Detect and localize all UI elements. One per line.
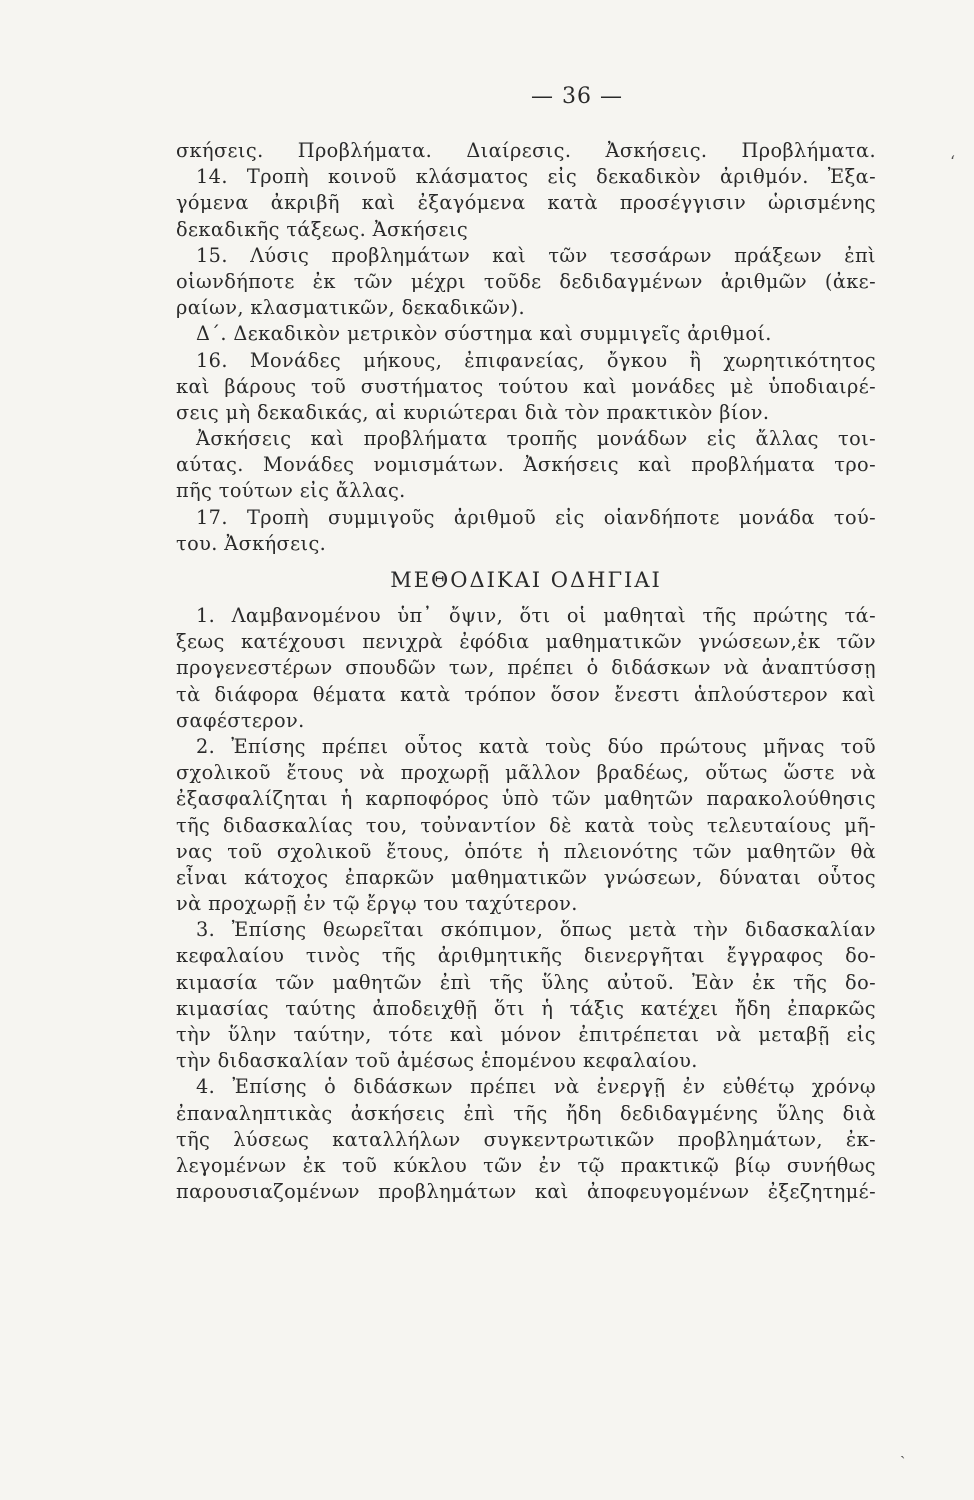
text-line: σχολικοῦ ἔτους νὰ προχωρῇ μᾶλλον βραδέως, οὕτως ὥστε νὰ (176, 761, 876, 785)
text-line: σκήσεις. Προβλήματα. Διαίρεσις. Ἀσκήσεις. Προβλήματα. (176, 139, 876, 162)
text-line: κιμασίας ταύτης ἀποδειχθῇ ὅτι ἡ τάξις κατέχει ἤδη ἐπαρκῶς (176, 996, 876, 1020)
text-line: ἐξασφαλίζηται ἡ καρποφόρος ὑπὸ τῶν μαθητῶν παρακολούθησις (176, 787, 876, 811)
text-line: νας τοῦ σχολικοῦ ἔτους, ὁπότε ἡ πλειονότης τῶν μαθητῶν θὰ (176, 839, 876, 863)
text-line: του. Ἀσκήσεις. (176, 531, 327, 555)
text-line: τὴν διδασκαλίαν τοῦ ἀμέσως ἑπομένου κεφαλαίου. (176, 1049, 698, 1073)
text-line: τὴν ὕλην ταύτην, τότε καὶ μόνον ἐπιτρέπεται νὰ μεταβῇ εἰς (176, 1023, 876, 1046)
text-line: 16. Μονάδες μήκους, ἐπιφανείας, ὄγκου ἢ χωρητικότητος (196, 348, 876, 372)
text-line: προγενεστέρων σπουδῶν των, πρέπει ὁ διδάσκων νὰ ἀναπτύσσῃ (176, 656, 876, 680)
text-line: τὰ διάφορα θέματα κατὰ τρόπον ὅσον ἔνεστι ἁπλούστερον καὶ (176, 682, 876, 706)
text-line: εἶναι κάτοχος ἐπαρκῶν μαθηματικῶν γνώσεων, δύναται οὗτος (176, 865, 876, 889)
text-line: ραίων, κλασματικῶν, δεκαδικῶν). (176, 296, 525, 320)
text-line: αύτας. Μονάδες νομισμάτων. Ἀσκήσεις καὶ προβλήματα τρο- (176, 453, 876, 477)
text-line: λεγομένων ἐκ τοῦ κύκλου τῶν ἐν τῷ πρακτικῷ βίῳ συνήθως (176, 1153, 876, 1177)
text-line: ἐπαναληπτικὰς ἀσκήσεις ἐπὶ τῆς ἤδη δεδιδαγμένης ὕλης διὰ (176, 1101, 876, 1125)
margin-mark: ˎ (900, 1440, 906, 1459)
text-line: σαφέστερον. (176, 708, 305, 732)
text-line: 14. Τροπὴ κοινοῦ κλάσματος εἰς δεκαδικὸν ἀριθμόν. Ἐξα- (196, 165, 876, 189)
text-line: νὰ προχωρῇ ἐν τῷ ἔργῳ του ταχύτερον. (176, 892, 578, 916)
page-number: — 36 — (531, 84, 623, 109)
syllabus-items (176, 138, 876, 557)
text-line: οἱωνδήποτε ἐκ τῶν μέχρι τοῦδε δεδιδαγμένων ἀριθμῶν (ἀκε- (176, 269, 876, 293)
method-guidelines (176, 603, 876, 1205)
text-line: 15. Λύσις προβλημάτων καὶ τῶν τεσσάρων πράξεων ἐπὶ (196, 243, 876, 267)
syllabus-text (176, 138, 876, 1205)
text-line: 17. Τροπὴ συμμιγοῦς ἀριθμοῦ εἰς οἱανδήποτε μονάδα τού- (196, 505, 876, 529)
text-line: Ἀσκήσεις καὶ προβλήματα τροπῆς μονάδων εἰς ἄλλας τοι- (196, 427, 876, 451)
text-line: Δ΄. Δεκαδικὸν μετρικὸν σύστημα καὶ συμμιγεῖς ἀριθμοί. (196, 322, 772, 346)
text-line: ξεως κατέχουσι πενιχρὰ ἐφόδια μαθηματικῶν γνώσεων,ἐκ τῶν (176, 630, 876, 654)
text-line: καὶ βάρους τοῦ συστήματος τούτου καὶ μονάδες μὲ ὑποδιαιρέ- (176, 374, 876, 398)
text-line: κιμασία τῶν μαθητῶν ἐπὶ τῆς ὕλης αὐτοῦ. Ἐὰν ἐκ τῆς δο- (176, 970, 876, 994)
text-line: δεκαδικῆς τάξεως. Ἀσκήσεις (176, 217, 469, 241)
text-line: γόμενα ἀκριβῆ καὶ ἐξαγόμενα κατὰ προσέγγισιν ὡρισμένης (176, 191, 876, 215)
text-line: κεφαλαίου τινὸς τῆς ἀριθμητικῆς διενεργῆται ἔγγραφος δο- (176, 944, 876, 968)
text-line: 3. Ἐπίσης θεωρεῖται σκόπιμον, ὅπως μετὰ τὴν διδασκαλίαν (196, 918, 876, 942)
text-line: πῆς τούτων εἰς ἄλλας. (176, 479, 406, 503)
margin-mark: ‘ (950, 152, 956, 171)
text-line: 2. Ἐπίσης πρέπει οὗτος κατὰ τοὺς δύο πρώτους μῆνας τοῦ (196, 734, 876, 758)
text-line: τῆς διδασκαλίας του, τοὐναντίον δὲ κατὰ τοὺς τελευταίους μῆ- (176, 813, 876, 837)
text-line: σεις μὴ δεκαδικάς, αἱ κυριώτεραι διὰ τὸν πρακτικὸν βίον. (176, 400, 770, 424)
text-line: 4. Ἐπίσης ὁ διδάσκων πρέπει νὰ ἐνεργῇ ἐν εὐθέτῳ χρόνῳ (196, 1075, 876, 1099)
text-line: παρουσιαζομένων προβλημάτων καὶ ἀποφευγομένων ἐξεζητημέ- (176, 1180, 876, 1204)
text-line: τῆς λύσεως καταλλήλων συγκεντρωτικῶν προβλημάτων, ἐκ- (176, 1127, 876, 1151)
section-heading: ΜΕΘΟΔΙΚΑΙ ΟΔΗΓΙΑΙ (390, 568, 662, 592)
text-line: 1. Λαμβανομένου ὑπ᾿ ὄψιν, ὅτι οἱ μαθηταὶ τῆς πρώτης τά- (196, 604, 876, 627)
